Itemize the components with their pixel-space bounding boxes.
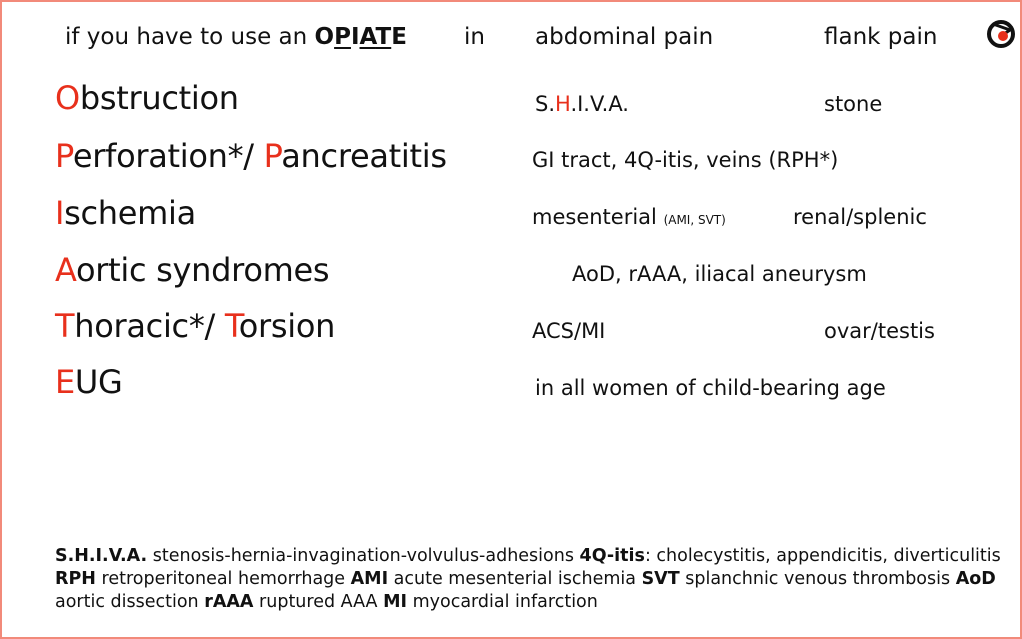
cause-text: bstruction — [79, 79, 239, 117]
footnote — [55, 545, 1015, 614]
fn-def: acute mesenterial ischemia — [388, 569, 642, 589]
cause-thoracic-torsion — [55, 307, 335, 345]
cause-letter: I — [55, 194, 65, 232]
acronym-i: I — [350, 24, 360, 50]
acronym-p: P — [334, 24, 351, 50]
abd-text: .I.V.A. — [570, 92, 629, 116]
fn-def: myocardial infarction — [407, 592, 598, 612]
header-intro-text: if you have to use an — [65, 24, 315, 50]
fn-def: splanchnic venous thrombosis — [679, 569, 956, 589]
header-preposition: in — [464, 24, 485, 50]
abd-text: mesenterial — [532, 205, 664, 229]
cause-letter: T — [55, 307, 75, 345]
acronym-a: A — [359, 24, 376, 50]
cause-perforation-pancreatitis — [55, 137, 447, 175]
abd-red-letter: H — [555, 92, 571, 116]
fn-def: : cholecystitis, appendicitis, diverticulitis — [644, 546, 1001, 566]
abd-small-text: (AMI, SVT) — [663, 213, 726, 227]
flank-ischemia: renal/splenic — [793, 205, 927, 229]
flank-obstruction: stone — [824, 92, 883, 116]
span-aortic: AoD, rAAA, iliacal aneurysm — [572, 262, 867, 286]
acronym-t: T — [375, 24, 392, 50]
fn-term: 4Q-itis — [579, 546, 645, 566]
fn-term: rAAA — [204, 592, 254, 612]
abd-thoracic: ACS/MI — [532, 319, 606, 343]
abd-text: S. — [535, 92, 556, 116]
abd-obstruction — [535, 92, 629, 116]
cause-letter: P — [263, 137, 282, 175]
header-col-flank: flank pain — [824, 24, 938, 50]
fn-term: S.H.I.V.A. — [55, 546, 148, 566]
header-intro — [65, 24, 407, 50]
fn-def: stenosis-hernia-invagination-volvulus-adhesions — [147, 546, 580, 566]
cause-eug — [55, 363, 123, 401]
fn-term: RPH — [55, 569, 96, 589]
abd-ischemia — [532, 205, 726, 229]
acronym-e: E — [391, 24, 407, 50]
abd-perforation: GI tract, 4Q-itis, veins (RPH*) — [532, 148, 839, 172]
cause-aortic-syndromes — [55, 251, 329, 289]
fn-def: ruptured AAA — [253, 592, 384, 612]
cause-text: ancreatitis — [281, 137, 447, 175]
fn-term: AMI — [350, 569, 389, 589]
fn-def: aortic dissection — [55, 592, 205, 612]
eye-logo-icon — [984, 17, 1018, 51]
fn-term: AoD — [955, 569, 996, 589]
cause-letter: T — [224, 307, 239, 345]
header-col-abdominal: abdominal pain — [535, 24, 714, 50]
span-eug: in all women of child-bearing age — [535, 376, 886, 400]
cause-text: orsion — [238, 307, 336, 345]
cause-letter: P — [55, 137, 73, 175]
cause-obstruction — [55, 79, 239, 117]
cause-ischemia — [55, 194, 196, 232]
fn-term: MI — [383, 592, 408, 612]
cause-letter: A — [55, 251, 77, 289]
cause-letter: O — [55, 79, 80, 117]
flank-torsion: ovar/testis — [824, 319, 935, 343]
cause-text: schemia — [64, 194, 196, 232]
fn-def: retroperitoneal hemorrhage — [95, 569, 351, 589]
cause-letter: E — [55, 363, 75, 401]
acronym-o: O — [314, 24, 335, 50]
cause-text: erforation*/ — [72, 137, 264, 175]
cause-text: ortic syndromes — [76, 251, 330, 289]
cause-text: UG — [74, 363, 123, 401]
cause-text: horacic*/ — [74, 307, 225, 345]
fn-term: SVT — [641, 569, 680, 589]
